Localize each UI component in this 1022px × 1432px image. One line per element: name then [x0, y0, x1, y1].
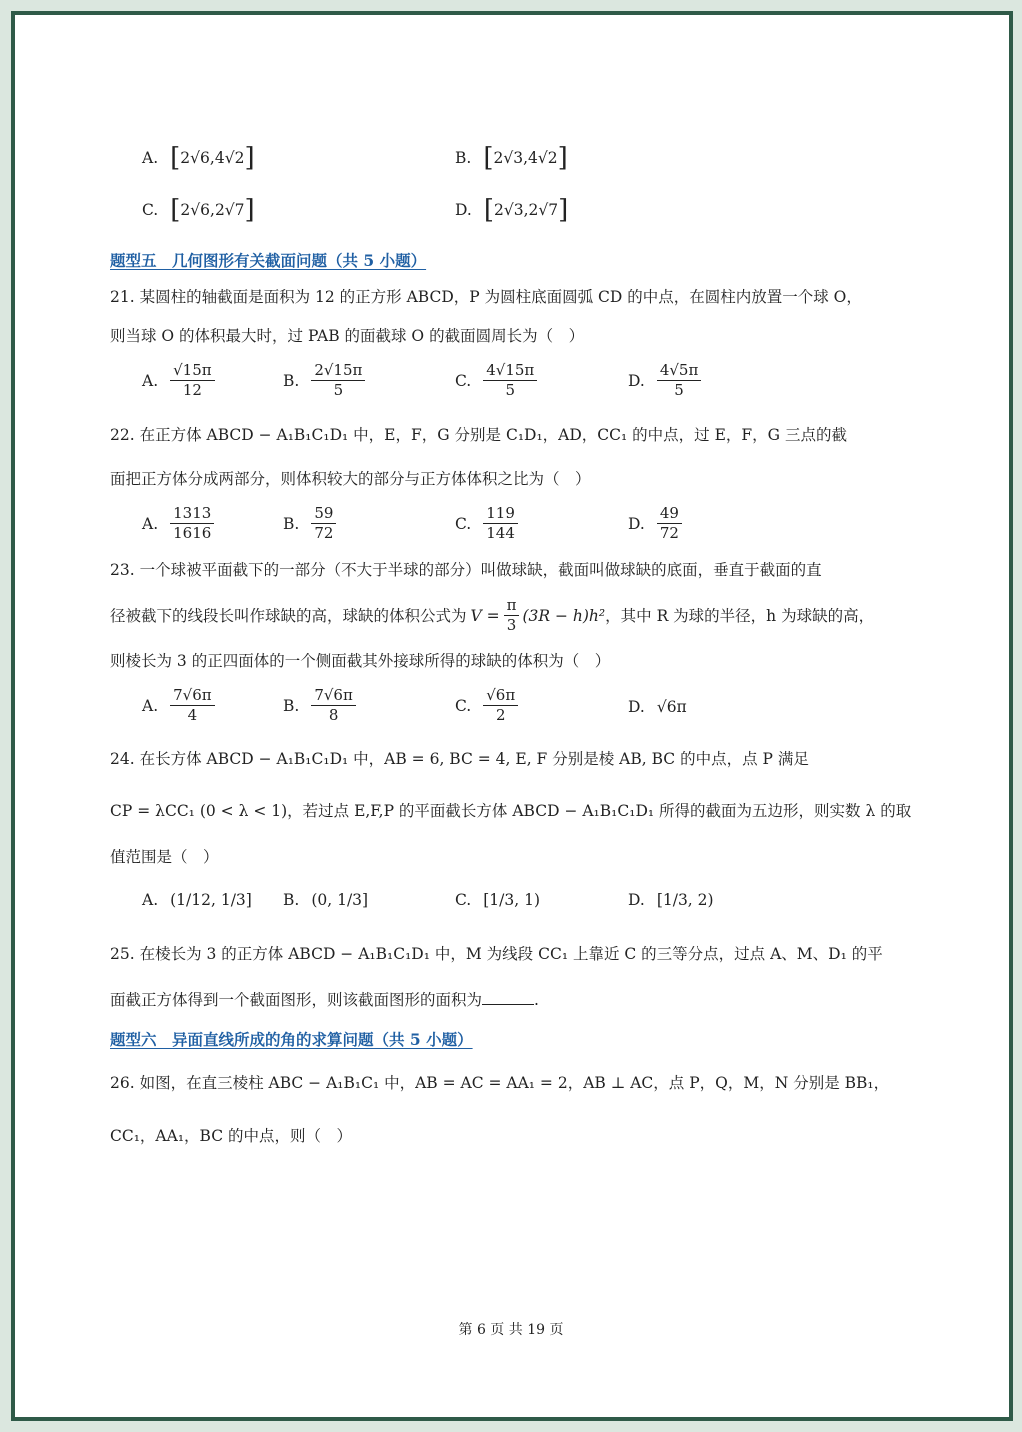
- option-label: B.: [283, 371, 300, 390]
- q21-line-2: 则当球 O 的体积最大时，过 PAB 的面截球 O 的截面圆周长为（ ）: [110, 327, 585, 345]
- q23-line-2: [110, 596, 874, 635]
- range-high: 2√7: [528, 201, 559, 219]
- formula-numerator: π: [504, 596, 520, 616]
- fraction-denominator: 8: [328, 706, 339, 724]
- q20-option-b[interactable]: B. [ 2√3 , 4√2 ]: [455, 143, 568, 173]
- answer-blank[interactable]: [482, 990, 534, 1005]
- range-high: 2√7: [214, 201, 245, 219]
- fraction-numerator: 7√6π: [170, 686, 215, 706]
- option-label: D.: [628, 698, 645, 716]
- q25-line-2-text: 面截正方体得到一个截面图形，则该截面图形的面积为: [110, 991, 483, 1009]
- q23-option-d[interactable]: [628, 698, 687, 716]
- option-label: C.: [455, 696, 472, 715]
- fraction-denominator: 1616: [173, 524, 212, 542]
- q22-option-a[interactable]: [142, 504, 214, 543]
- option-value: (0, 1/3]: [311, 891, 369, 909]
- range-high: 4√2: [214, 149, 245, 167]
- q23-line-2-end: ，其中 R 为球的半径，h 为球缺的高，: [605, 606, 875, 625]
- option-label: B.: [283, 891, 300, 909]
- option-label: A.: [142, 696, 159, 715]
- q24-line-1: 24. 在长方体 ABCD − A₁B₁C₁D₁ 中，AB = 6, BC = 4, E, F 分别是棱 AB, BC 的中点，点 P 满足: [110, 750, 809, 768]
- range-high: 4√2: [528, 149, 558, 167]
- fraction-numerator: 4√15π: [483, 361, 537, 381]
- fraction-numerator: √15π: [170, 361, 215, 381]
- option-label: C.: [455, 891, 472, 909]
- q26-line-1: 26. 如图，在直三棱柱 ABC − A₁B₁C₁ 中，AB = AC = AA₁ = 2，AB ⊥ AC，点 P，Q，M，N 分别是 BB₁，: [110, 1074, 890, 1092]
- fraction-numerator: 49: [657, 504, 682, 524]
- q25-line-2: 面截正方体得到一个截面图形，则该截面图形的面积为 .: [110, 991, 539, 1009]
- fraction-numerator: √6π: [483, 686, 518, 706]
- option-label: C.: [455, 371, 472, 390]
- q25-line-1: 25. 在棱长为 3 的正方体 ABCD − A₁B₁C₁D₁ 中，M 为线段 CC₁ 上靠近 C 的三等分点，过点 A、M、D₁ 的平: [110, 945, 883, 963]
- q23-option-c[interactable]: [455, 686, 518, 725]
- option-label: B.: [455, 149, 472, 167]
- option-value: √6π: [656, 698, 687, 716]
- q20-option-d[interactable]: D. [ 2√3 , 2√7 ]: [455, 195, 569, 225]
- q22-option-d[interactable]: [628, 504, 682, 543]
- option-value: [1/3, 1): [483, 891, 540, 909]
- q26-line-2: CC₁，AA₁，BC 的中点，则（ ）: [110, 1127, 352, 1145]
- q21-line-1: 21. 某圆柱的轴截面是面积为 12 的正方形 ABCD，P 为圆柱底面圆弧 CD 的中点，在圆柱内放置一个球 O，: [110, 288, 862, 306]
- fraction-numerator: 7√6π: [311, 686, 356, 706]
- q24-option-c[interactable]: [455, 891, 540, 909]
- option-label: D.: [628, 891, 645, 909]
- q23-line-3: 则棱长为 3 的正四面体的一个侧面截其外接球所得的球缺的体积为（ ）: [110, 652, 611, 670]
- q22-line-1: 22. 在正方体 ABCD − A₁B₁C₁D₁ 中，E，F，G 分别是 C₁D₁，AD，CC₁ 的中点，过 E，F，G 三点的截: [110, 426, 847, 444]
- option-value: (1/12, 1/3]: [170, 891, 252, 909]
- q21-option-d[interactable]: [628, 361, 701, 400]
- q23-option-a[interactable]: [142, 686, 215, 725]
- option-label: A.: [142, 149, 159, 167]
- q24-line-2: CP = λCC₁ (0 < λ < 1)，若过点 E,F,P 的平面截长方体 ABCD − A₁B₁C₁D₁ 所得的截面为五边形，则实数 λ 的取: [110, 802, 912, 820]
- range-low: 2√6: [180, 149, 210, 167]
- fraction-denominator: 144: [486, 524, 515, 542]
- fraction-denominator: 4: [187, 706, 198, 724]
- fraction-numerator: 2√15π: [311, 361, 365, 381]
- q22-line-2: 面把正方体分成两部分，则体积较大的部分与正方体体积之比为（ ）: [110, 470, 591, 488]
- option-label: B.: [283, 514, 300, 533]
- option-label: D.: [628, 371, 645, 390]
- formula-rhs: (3R − h)h²: [522, 606, 606, 625]
- q20-option-c[interactable]: C. [ 2√6 , 2√7 ]: [142, 195, 255, 225]
- q22-option-b[interactable]: [283, 504, 336, 543]
- option-label: D.: [628, 514, 645, 533]
- option-value: [1/3, 2): [656, 891, 714, 909]
- option-label: D.: [455, 201, 472, 219]
- q21-option-a[interactable]: [142, 361, 215, 400]
- fraction-numerator: 1313: [170, 504, 214, 524]
- option-label: A.: [142, 371, 159, 390]
- page-number: 第 6 页 共 19 页: [458, 1322, 564, 1338]
- fraction-denominator: 72: [314, 524, 334, 542]
- formula-lhs: V =: [470, 606, 500, 625]
- section-heading-5: 题型五 几何图形有关截面问题（共 5 小题）: [110, 251, 427, 270]
- q23-line-1: 23. 一个球被平面截下的一部分（不大于半球的部分）叫做球缺，截面叫做球缺的底面，垂直于截面的直: [110, 561, 822, 579]
- q24-line-3: 值范围是（ ）: [110, 848, 219, 866]
- fraction-numerator: 59: [311, 504, 336, 524]
- q20-option-a[interactable]: A. [ 2√6 , 4√2 ]: [142, 143, 255, 173]
- option-label: A.: [142, 891, 159, 909]
- option-label: C.: [455, 514, 472, 533]
- q22-option-c[interactable]: [455, 504, 518, 543]
- section-heading-6: 题型六 异面直线所成的角的求算问题（共 5 小题）: [110, 1030, 473, 1049]
- fraction-denominator: 5: [674, 381, 684, 399]
- fraction-numerator: 4√5π: [657, 361, 702, 381]
- fraction-denominator: 5: [333, 381, 344, 399]
- fraction-numerator: 119: [483, 504, 518, 524]
- q24-option-d[interactable]: [628, 891, 714, 909]
- fraction-denominator: 2: [495, 706, 506, 724]
- fraction-denominator: 5: [505, 381, 516, 399]
- q23-line-2-start: 径被截下的线段长叫作球缺的高，球缺的体积公式为: [110, 606, 467, 625]
- range-low: 2√6: [180, 201, 210, 219]
- fraction-denominator: 72: [659, 524, 679, 542]
- fraction-denominator: 12: [182, 381, 202, 399]
- option-label: A.: [142, 514, 159, 533]
- q23-option-b[interactable]: [283, 686, 356, 725]
- range-low: 2√3: [493, 201, 524, 219]
- q21-option-b[interactable]: [283, 361, 365, 400]
- q24-option-b[interactable]: [283, 891, 368, 909]
- q21-option-c[interactable]: [455, 361, 537, 400]
- option-label: C.: [142, 201, 159, 219]
- option-label: B.: [283, 696, 300, 715]
- formula-denominator: 3: [506, 616, 517, 634]
- range-low: 2√3: [493, 149, 524, 167]
- q24-option-a[interactable]: [142, 891, 252, 909]
